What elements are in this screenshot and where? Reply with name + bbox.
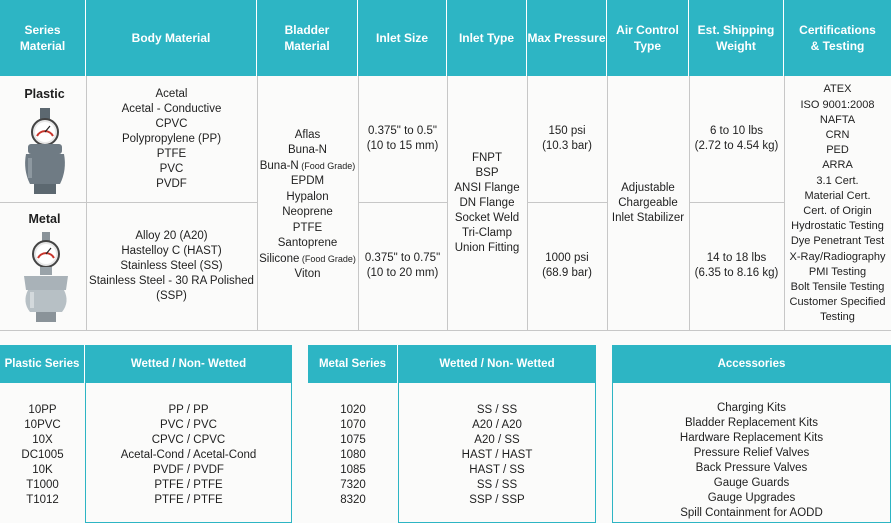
bladder-material-note: (Food Grade) [298,160,356,171]
metal-max-pressure: 1000 psi (68.9 bar) [542,252,592,279]
header-certifications: Certifications & Testing [784,0,891,76]
plastic-stabilizer-image [20,108,70,196]
bladder-material-item [259,221,356,237]
bladder-material-name: Buna-N [259,159,299,172]
row-label-metal: Metal [28,212,61,226]
metal-wetted-list: SS / SS A20 / A20 A20 / SS HAST / HAST HAST / SS SS / SS SSP / SSP [461,404,533,506]
metal-inlet-size: 0.375" to 0.75" (10 to 20 mm) [364,252,441,279]
bladder-material-name: Neoprene [282,206,333,218]
bladder-material-name: Viton [294,268,321,280]
metal-stabilizer-image [20,232,72,324]
plastic-series-table [0,345,292,523]
metal-series-header: Metal Series [308,345,398,383]
header-inlet-size: Inlet Size [358,0,447,76]
bladder-material-name: Hypalon [286,190,329,203]
header-body-material: Body Material [86,0,257,76]
accessories-header: Accessories [612,345,891,383]
bladder-material-item [259,236,356,252]
header-shipping-weight: Est. Shipping Weight [689,0,784,76]
bladder-material-note: (Food Grade) [299,253,356,264]
metal-series-table [308,345,596,523]
bladder-material-name: Aflas [294,128,321,141]
plastic-wetted-header: Wetted / Non- Wetted [85,345,292,383]
metal-body-materials: Alloy 20 (A20) Hastelloy C (HAST) Stainless Steel (SS) Stainless Steel - 30 RA Polished (SSP) [89,229,254,302]
bladder-material-item [259,143,356,159]
bladder-material-item [259,252,356,268]
plastic-body-materials: Acetal Acetal - Conductive CPVC Polypropylene (PP) PTFE PVC PVDF [121,87,222,190]
plastic-shipping-weight: 6 to 10 lbs (2.72 to 4.54 kg) [694,125,779,152]
bladder-material-item [259,205,356,221]
bladder-material-name: PTFE [292,221,323,234]
header-inlet-type: Inlet Type [447,0,527,76]
inlet-types-list: FNPT BSP ANSI Flange DN Flange Socket Weld Tri-Clamp Union Fitting [454,151,520,254]
plastic-series-list: 10PP 10PVC 10X DC1005 10K T1000 T1012 [21,404,64,506]
header-series-material: Series Material [0,0,86,76]
header-bladder-material: Bladder Material [257,0,358,76]
bladder-material-item [259,128,356,144]
header-max-pressure: Max Pressure [527,0,607,76]
accessories-table [612,345,891,523]
bladder-material-name: Silicone [259,252,300,265]
plastic-max-pressure: 150 psi (10.3 bar) [542,125,592,152]
metal-wetted-header: Wetted / Non- Wetted [398,345,596,383]
bladder-material-name: EPDM [290,175,325,187]
bladder-material-item [259,190,356,206]
header-air-control-type: Air Control Type [607,0,689,76]
accessories-list: Charging Kits Bladder Replacement Kits Hardware Replacement Kits Pressure Relief Valves Back Pressure Valves Gauge Guards Gauge Upgrades Spill Containment for AODD [679,402,824,519]
bladder-material-name: Santoprene [277,237,338,249]
air-control-type-value: Adjustable Chargeable Inlet Stabilizer [611,181,685,224]
metal-shipping-weight: 14 to 18 lbs (6.35 to 8.16 kg) [694,252,779,279]
plastic-inlet-size: 0.375" to 0.5" (10 to 15 mm) [366,125,439,152]
bladder-material-item [259,159,356,175]
bladder-material-name: Buna-N [288,144,327,156]
row-label-plastic: Plastic [24,87,65,101]
plastic-wetted-list: PP / PP PVC / PVC CPVC / CPVC Acetal-Cond / Acetal-Cond PVDF / PVDF PTFE / PTFE PTFE / PTFE [120,404,257,506]
bladder-materials-list [257,76,358,330]
metal-series-list: 1020 1070 1075 1080 1085 7320 8320 [340,404,366,506]
bladder-material-item [259,174,356,190]
certifications-list: ATEX ISO 9001:2008 NAFTA CRN PED ARRA 3.1 Cert. Material Cert. Cert. of Origin Hydrostatic Testing Dye Penetrant Test X-Ray/Radiography PMI Testing Bolt Tensile Testing Customer Specified Testing [789,83,886,324]
plastic-series-header: Plastic Series [0,345,85,383]
bladder-material-item [259,267,356,283]
